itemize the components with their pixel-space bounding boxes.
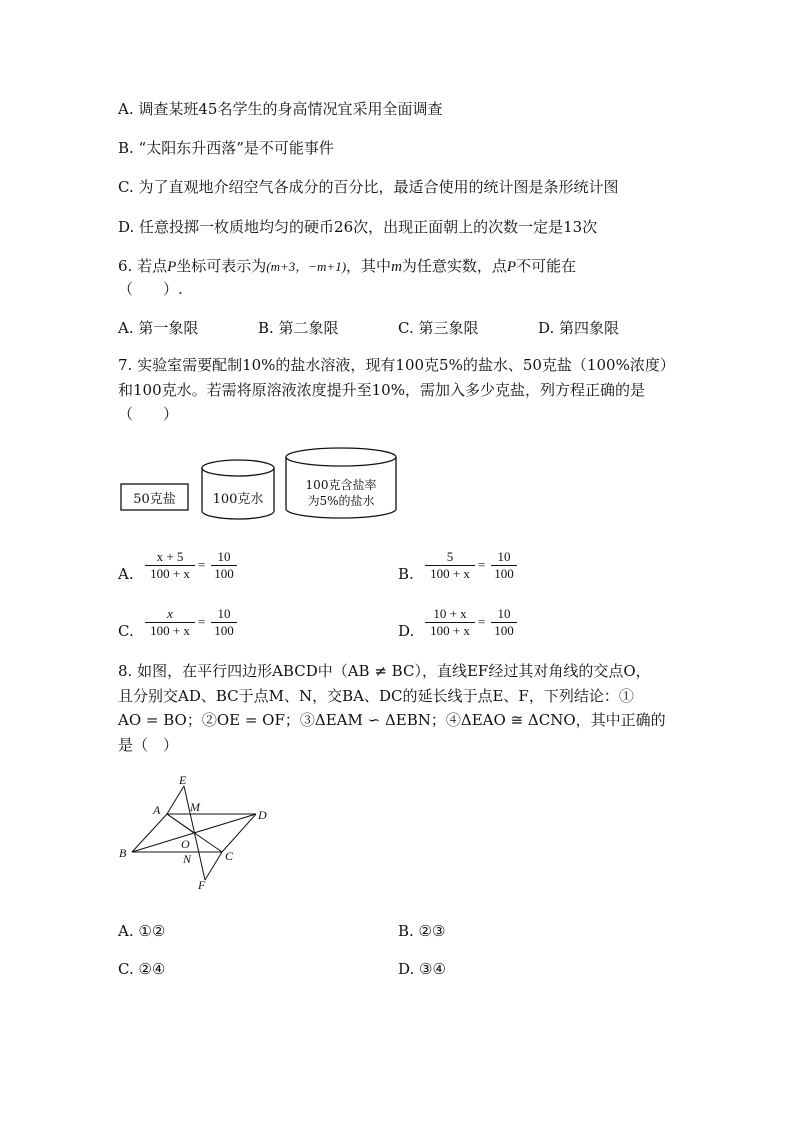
q8-line-4: 是（ ） [118,736,179,754]
fraction-denominator: 100 [214,623,234,638]
fraction-numerator: x [167,606,173,621]
parallelogram-figure [112,772,282,892]
q8-line-1: 8. 如图，在平行四边形ABCD中（AB ≠ BC），直线EF经过其对角线的交点O， [118,662,651,680]
q7-option-c-equation [145,606,245,640]
q8-line-2: 且分别交AD、BC于点M、N，交BA、DC的延长线于点E、F，下列结论：① [118,687,634,705]
q6-option-b: B. 第二象限 [258,319,339,337]
q6-point: P [167,259,177,275]
q7-option-a-label: A. [118,565,134,583]
q5-option-a: A. 调查某班45名学生的身高情况宜采用全面调查 [118,100,443,118]
q6-after: ，其中 [346,257,392,275]
q8-option-b: B. ②③ [398,922,446,940]
equals-sign: = [198,557,206,572]
extension-ba [167,786,184,814]
q6-blank: （ ）. [118,280,183,298]
q8-option-c: C. ②④ [118,960,166,978]
label-e: E [179,773,187,787]
q7-option-b-label: B. [398,565,414,583]
q6-option-d: D. 第四象限 [538,319,620,337]
fraction-numerator: 10 [497,549,511,564]
fraction-denominator: 100 + x [150,623,190,638]
fraction-denominator: 100 + x [430,566,470,581]
q7-option-a-equation [145,549,245,583]
q6-option-a: A. 第一象限 [118,319,199,337]
fraction-numerator: 10 [217,606,231,621]
label-o: O [181,837,190,851]
q6-tail: 为任意实数，点 [401,257,507,275]
equals-sign: = [478,557,486,572]
q6-coords: (m+3，−m+1) [266,259,347,274]
q8-line-3: AO = BO；②OE = OF；③ΔEAM ∽ ΔEBN；④ΔEAO ≅ ΔCNO，其中正确的 [118,711,666,729]
q7-figure [115,443,415,528]
extension-dc [205,852,222,880]
saltwater-label-2: 为5%的盐水 [307,494,375,508]
q6-option-c: C. 第三象限 [398,319,479,337]
segment-ao [167,814,194,833]
q8-figure [112,772,282,892]
label-d: D [258,808,267,822]
fraction-numerator: 10 [217,549,231,564]
label-n: N [183,852,192,866]
saltwater-label-1: 100克含盐率 [305,478,377,492]
fraction-numerator: 10 [497,606,511,621]
label-f: F [198,878,206,892]
label-b: B [119,846,127,860]
q5-option-b: B. “太阳东升西落”是不可能事件 [118,139,334,157]
q8-option-a: A. ①② [118,922,166,940]
q7-option-d-equation [425,606,525,640]
salt-box-label: 50克盐 [133,492,176,507]
q6-point2: P [506,259,517,275]
q5-option-d: D. 任意投掷一枚质地均匀的硬币26次，出现正面朝上的次数一定是13次 [118,218,598,236]
q6-prefix: 6. 若点 [118,257,168,275]
q6-var: m [391,259,402,275]
q7-line-1: 7. 实验室需要配制10%的盐水溶液，现有100克5%的盐水、50克盐（100%浓度） [118,356,675,374]
label-a: A [153,803,161,817]
equals-sign: = [198,614,206,629]
q7-line-2: 和100克水。若需将原溶液浓度提升至10%，需加入多少克盐，列方程正确的是 [118,381,645,399]
q7-option-c-label: C. [118,622,134,640]
fraction-denominator: 100 [494,623,514,638]
fraction-numerator: 5 [446,549,454,564]
q6-stem [118,256,576,277]
q7-blank: （ ） [118,405,179,423]
q7-option-d-label: D. [398,622,415,640]
q5-option-c: C. 为了直观地介绍空气各成分的百分比，最适合使用的统计图是条形统计图 [118,178,619,196]
q7-option-b-equation [425,549,525,583]
equals-sign: = [478,614,486,629]
water-cylinder-label: 100克水 [212,492,264,507]
fraction-denominator: 100 [214,566,234,581]
fraction-numerator: x + 5 [156,549,184,564]
fraction-denominator: 100 + x [150,566,190,581]
fraction-denominator: 100 [494,566,514,581]
q6-mid: 坐标可表示为 [176,257,267,275]
fraction-numerator: 10 + x [433,606,467,621]
q8-option-d: D. ③④ [398,960,446,978]
q6-end: 不可能在 [516,257,577,275]
fraction-denominator: 100 + x [430,623,470,638]
label-c: C [225,849,234,863]
label-m: M [190,800,200,814]
